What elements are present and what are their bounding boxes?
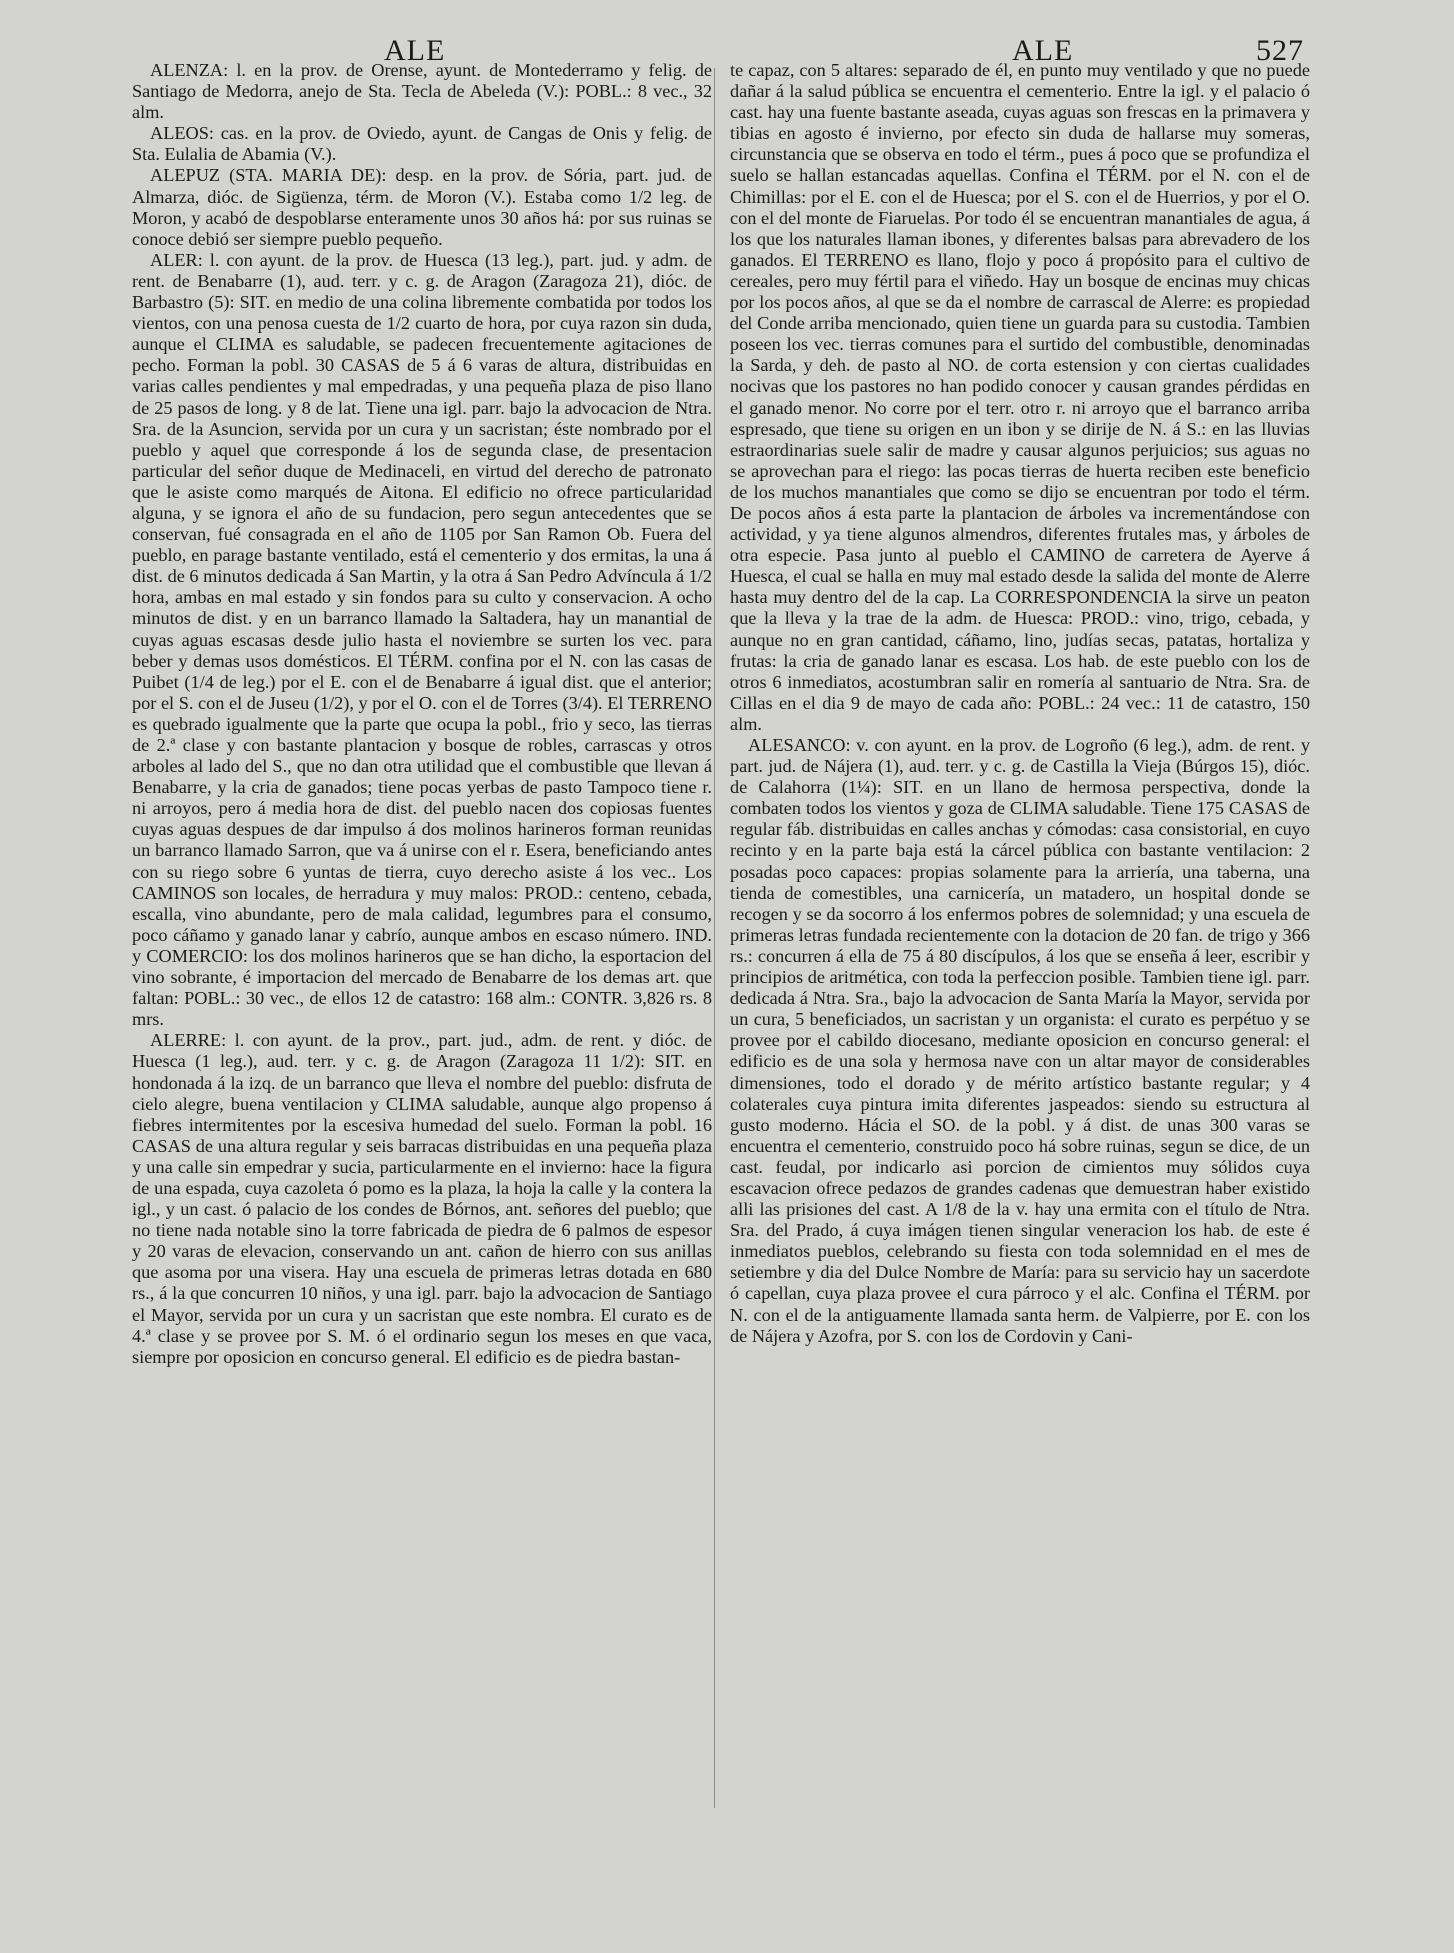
entry-alepuz: ALEPUZ (STA. MARIA DE): desp. en la prov. de Sória, part. jud. de Almarza, dióc. de Sigüenza, térm. de Moron (V.). Estaba como 1/2 leg. de Moron, y acabó de despoblarse enteramente unos 30 años há: por sus ruinas se conoce debió ser siempre pueblo pequeño. [132,165,712,249]
column-divider [714,68,715,1808]
entry-aleos: ALEOS: cas. en la prov. de Oviedo, ayunt. de Cangas de Onis y felig. de Sta. Eulalia de Abamia (V.). [132,123,712,165]
left-column [132,60,712,1368]
right-column [730,60,1310,1347]
entry-alenza: ALENZA: l. en la prov. de Orense, ayunt. de Montederramo y felig. de Santiago de Medorra, anejo de Sta. Tecla de Abeleda (V.): POBL.: 8 vec., 32 alm. [132,60,712,123]
entry-aler: ALER: l. con ayunt. de la prov. de Huesca (13 leg.), part. jud. y adm. de rent. de Benabarre (1), aud. terr. y c. g. de Aragon (Zaragoza 21), dióc. de Barbastro (5): SIT. en medio de una colina libremente combatida por todos los vientos, con una penosa cuesta de 1/2 cuarto de hora, por cuya razon sin duda, aunque el CLIMA es saludable, se padecen frecuentemente agitaciones de pecho. Forman la pobl. 30 CASAS de 5 á 6 varas de altura, distribuidas en varias calles pendientes y mal empedradas, y una pequeña plaza de piso llano de 25 pasos de long. y 8 de lat. Tiene una igl. parr. bajo la advocacion de Ntra. Sra. de la Asuncion, servida por un cura y un sacristan; éste nombrado por el pueblo y aquel que corresponde á los de segunda clase, de presentacion particular del señor duque de Medinaceli, en virtud del derecho de patronato que le asiste como marqués de Aitona. El edificio no ofrece particularidad alguna, y se ignora el año de su fundacion, pero segun antecedentes que se conservan, fué consagrada en el año de 1105 por San Ramon Ob. Fuera del pueblo, en parage bastante ventilado, está el cementerio y dos ermitas, la una á dist. de 6 minutos dedicada á San Martin, y la otra á San Pedro Advíncula á 1/2 hora, ambas en mal estado y sin fondos para su culto y conservacion. A ocho minutos de dist. y en un barranco llamado la Saltadera, hay un manantial de cuyas aguas escasas desde julio hasta el noviembre se surten los vec. para beber y demas usos domésticos. El TÉRM. confina por el N. con las casas de Puibet (1/4 de leg.) por el E. con el de Benabarre á igual dist. que el anterior; por el S. con el de Juseu (1/2), y por el O. con el de Torres (3/4). El TERRENO es quebrado igualmente que la parte que ocupa la pobl., frio y seco, las tierras de 2.ª clase y con bastante plantacion y bosque de robles, carrascas y otros arboles al lado del S., que no dan otra utilidad que el combustible que llevan á Benabarre, y la cria de ganados; tiene pocas yerbas de pasto Tampoco tiene r. ni arroyos, pero á media hora de dist. del pueblo nacen dos copiosas fuentes cuyas aguas despues de dar impulso á dos molinos harineros forman reunidas un barranco llamado Sarron, que va á unirse con el r. Esera, beneficiando antes con su riego sobre 6 yuntas de tierra, cuyo derecho asiste á los vec.. Los CAMINOS son locales, de herradura y muy malos: PROD.: centeno, cebada, escalla, vino abundante, pero de mala calidad, legumbres para el consumo, poco cáñamo y ganado lanar y cabrío, aunque ambos en escaso número. IND. y COMERCIO: los dos molinos harineros que se han dicho, la esportacion del vino sobrante, é importacion del mercado de Benabarre de los demas art. que faltan: POBL.: 30 vec., de ellos 12 de catastro: 168 alm.: CONTR. 3,826 rs. 8 mrs. [132,249,712,1030]
entry-alerre-continued: te capaz, con 5 altares: separado de él, en punto muy ventilado y que no puede dañar á la salud pública se encuentra el cementerio. Entre la igl. y el palacio ó cast. hay una fuente bastante aseada, cuyas aguas son frescas en la primavera y tibias en agosto é invierno, por efecto sin duda de hallarse muy someras, circunstancia que se observa en todo el térm., pues á poco que se profundiza el suelo se hallan estancadas aquellas. Confina el TÉRM. por el N. con el de Chimillas: por el E. con el de Huesca; por el S. con el de Huerrios, y por el O. con el del monte de Fiaruelas. Por todo él se encuentran manantiales de agua, á los que los naturales llaman ibones, y diferentes balsas para abrevadero de los ganados. El TERRENO es llano, flojo y poco á propósito para el cultivo de cereales, pero muy fértil para el viñedo. Hay un bosque de encinas muy chicas por los pocos años, al que se da el nombre de carrascal de Alerre: es propiedad del Conde arriba mencionado, quien tiene un guarda para su custodia. Tambien poseen los vec. tierras comunes para el surtido del combustible, denominadas la Sarda, y deh. de pasto al NO. de corta estension y con ciertas cualidades nocivas que los pastores no han podido conocer y causan grandes pérdidas en el ganado menor. No corre por el terr. otro r. ni arroyo que el barranco arriba espresado, que tiene su origen en un ibon y se dirije de N. á S.: en las lluvias estraordinarias suele salir de madre y causar algunos perjuicios; sus aguas no se aprovechan para el riego: las pocas tierras de huerta reciben este beneficio de los muchos manantiales que como se dijo se encuentran por todo el térm. De pocos años á esta parte la plantacion de árboles va incrementándose con actividad, y ya tiene algunos almendros, diferentes frutales mas, y árboles de otra especie. Pasa junto al pueblo el CAMINO de carretera de Ayerve á Huesca, el cual se halla en muy mal estado desde la salida del monte de Alerre hasta muy dentro del de la cap. La CORRESPONDENCIA la sirve un peaton que la lleva y la trae de la adm. de Huesca: PROD.: vino, trigo, cebada, y aunque no en gran cantidad, cáñamo, lino, judías secas, patatas, hortaliza y frutas: la cria de ganado lanar es escasa. Los hab. de este pueblo con los de otros 6 inmediatos, acostumbran salir en romería al santuario de Ntra. Sra. de Cillas en el dia 9 de mayo de cada año: POBL.: 24 vec.: 11 de catastro, 150 alm. [730,60,1310,734]
page-number: 527 [1256,34,1304,67]
running-head-center: ALE [1012,34,1074,67]
running-head-left: ALE [384,34,446,67]
entry-alerre: ALERRE: l. con ayunt. de la prov., part. jud., adm. de rent. y dióc. de Huesca (1 leg.), aud. terr. y c. g. de Aragon (Zaragoza 11 1/2): SIT. en hondonada á la izq. de un barranco que lleva el nombre del pueblo: disfruta de cielo alegre, buena ventilacion y CLIMA saludable, aunque algo propenso á fiebres intermitentes por la escesiva humedad del suelo. Forman la pobl. 16 CASAS de una altura regular y seis barracas distribuidas en una pequeña plaza y una calle sin empedrar y sucia, particularmente en el invierno: hace la figura de una espada, cuya cazoleta ó pomo es la plaza, la hoja la calle y la contera la igl., y un cast. ó palacio de los condes de Bórnos, ant. señores del pueblo; que no tiene nada notable sino la torre fabricada de piedra de 6 palmos de espesor y 20 varas de elevacion, conservando un ant. cañon de hierro con sus anillas que asoma por una visera. Hay una escuela de primeras letras dotada en 680 rs., á la que concurren 10 niños, y una igl. parr. bajo la advocacion de Santiago el Mayor, servida por un cura y un sacristan que este nombra. El curato es de 4.ª clase y se provee por S. M. ó el ordinario segun los meses en que vaca, siempre por oposicion en concurso general. El edificio es de piedra bastan- [132,1030,712,1367]
entry-alesanco: ALESANCO: v. con ayunt. en la prov. de Logroño (6 leg.), adm. de rent. y part. jud. de Nájera (1), aud. terr. y c. g. de Castilla la Vieja (Búrgos 15), dióc. de Calahorra (1¼): SIT. en un llano de hermosa perspectiva, donde la combaten todos los vientos y goza de CLIMA saludable. Tiene 175 CASAS de regular fáb. distribuidas en calles anchas y cómodas: casa consistorial, en cuyo recinto y en la parte baja está la cárcel pública con bastante ventilacion: 2 posadas poco capaces: propias solamente para la arriería, una taberna, una tienda de comestibles, una carnicería, un matadero, un hospital donde se recogen y se da socorro á los enfermos pobres de solemnidad; y una escuela de primeras letras fundada recientemente con la dotacion de 20 fan. de trigo y 366 rs.: concurren á ella de 75 á 80 discípulos, á los que se enseña á leer, escribir y principios de aritmética, con toda la perfeccion posible. Tambien tiene igl. parr. dedicada á Ntra. Sra., bajo la advocacion de Santa María la Mayor, servida por un cura, 5 beneficiados, un sacristan y un organista: el curato es perpétuo y se provee por el cabildo diocesano, mediante oposicion en concurso general: el edificio es de una sola y hermosa nave con un altar mayor de considerables dimensiones, todo el dorado y de mérito artístico bastante regular; y 4 colaterales cuya pintura imita diferentes jaspeados: siendo su estructura al gusto moderno. Hácia el SO. de la pobl. y á dist. de unas 300 varas se encuentra el cementerio, construido poco há sobre ruinas, segun se dice, de un cast. feudal, por indicarlo asi porcion de cimientos muy sólidos cuya escavacion ofrece pedazos de grandes cadenas que demuestran haber existido alli las prisiones del cast. A 1/8 de la v. hay una ermita con el título de Ntra. Sra. del Prado, á cuya imágen tienen singular veneracion los hab. de este é inmediatos pueblos, celebrando su fiesta con toda solemnidad en el mes de setiembre y dia del Dulce Nombre de María: para su servicio hay un sacerdote ó capellan, cuya plaza provee el cura párroco y el alc. Confina el TÉRM. por N. con el de la antiguamente llamada santa herm. de Valpierre, por E. con los de Nájera y Azofra, por S. con los de Cordovin y Cani- [730,735,1310,1346]
